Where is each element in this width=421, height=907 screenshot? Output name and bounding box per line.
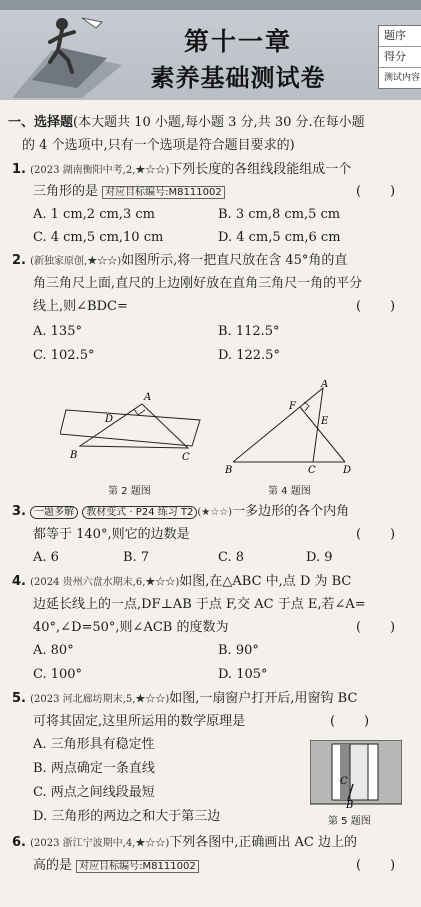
section-intro: (本大题共 10 小题,每小题 3 分,共 30 分.在每小题 bbox=[73, 115, 365, 130]
tag-badge: 一题多解 bbox=[30, 506, 78, 519]
question-6-cont bbox=[33, 856, 199, 877]
page-header bbox=[0, 0, 421, 100]
score-row-label: 题序 bbox=[379, 26, 421, 47]
question-source: (2024 贵州六盘水期末,6,★☆☆) bbox=[30, 577, 180, 588]
point-label: D bbox=[105, 414, 114, 425]
answer-blank[interactable]: ( ) bbox=[356, 184, 396, 199]
point-label: E bbox=[321, 416, 329, 427]
point-label: C bbox=[182, 452, 190, 463]
point-label: A bbox=[144, 392, 152, 403]
option-a[interactable]: A. 三角形具有稳定性 bbox=[33, 737, 155, 752]
question-5 bbox=[12, 689, 357, 710]
option-d[interactable]: D. 三角形的两边之和大于第三边 bbox=[33, 809, 221, 824]
question-2-cont: 线上,则∠BDC= bbox=[33, 299, 128, 314]
option-b[interactable]: B. 112.5° bbox=[218, 324, 280, 339]
runner-illustration bbox=[12, 10, 122, 98]
option-a[interactable]: A. 80° bbox=[33, 643, 74, 658]
option-d[interactable]: D. 105° bbox=[218, 667, 268, 682]
question-text: 一多边形的各个内角 bbox=[232, 504, 350, 519]
option-d[interactable]: D. 4 cm,5 cm,6 cm bbox=[218, 230, 341, 245]
point-label: B bbox=[346, 800, 354, 808]
point-label: C bbox=[340, 776, 348, 787]
question-text: 三角形的是 bbox=[33, 184, 99, 199]
answer-blank[interactable]: ( ) bbox=[356, 858, 396, 873]
option-c[interactable]: C. 102.5° bbox=[33, 348, 95, 363]
section-title: 一、选择题 bbox=[8, 115, 74, 130]
answer-blank[interactable]: ( ) bbox=[356, 620, 396, 635]
question-text: 如图,在△ABC 中,点 D 为 BC bbox=[179, 574, 352, 589]
option-a[interactable]: A. 1 cm,2 cm,3 cm bbox=[33, 207, 155, 222]
question-number: 4. bbox=[12, 574, 26, 589]
question-number: 6. bbox=[12, 835, 26, 850]
figure-caption: 第 2 题图 bbox=[108, 486, 151, 497]
question-text: 如图所示,将一把直尺放在含 45°角的直 bbox=[121, 253, 348, 268]
option-c[interactable]: C. 两点之间线段最短 bbox=[33, 785, 155, 800]
score-row-label: 得分 bbox=[379, 47, 421, 68]
option-d[interactable]: D. 9 bbox=[306, 550, 333, 565]
point-label: F bbox=[289, 401, 296, 412]
question-3-cont: 都等于 140°,则它的边数是 bbox=[33, 527, 190, 542]
option-d[interactable]: D. 122.5° bbox=[218, 348, 280, 363]
question-1-cont bbox=[33, 182, 225, 203]
question-text: 如图,一扇窗户打开后,用窗钩 BC bbox=[169, 691, 358, 706]
question-4 bbox=[12, 572, 351, 593]
point-label: C bbox=[308, 465, 316, 475]
question-source: (★☆☆) bbox=[197, 507, 233, 518]
option-b[interactable]: B. 3 cm,8 cm,5 cm bbox=[218, 207, 341, 222]
tag-badge: 教材变式 · P24 练习 T2 bbox=[82, 506, 197, 519]
question-number: 2. bbox=[12, 253, 26, 268]
question-number: 3. bbox=[12, 504, 26, 519]
option-b[interactable]: B. 90° bbox=[218, 643, 259, 658]
target-code: 对应目标编号:M8111002 bbox=[102, 186, 225, 199]
question-source: (2023 湖南衡阳中考,2,★☆☆) bbox=[30, 165, 170, 176]
answer-blank[interactable]: ( ) bbox=[330, 714, 370, 729]
option-b[interactable]: B. 7 bbox=[123, 550, 150, 565]
question-2 bbox=[12, 251, 347, 272]
question-source: (2023 浙江宁波期中,4,★☆☆) bbox=[30, 838, 170, 849]
answer-blank[interactable]: ( ) bbox=[356, 527, 396, 542]
question-5-cont: 可将其固定,这里所运用的数学原理是 bbox=[33, 714, 246, 729]
score-table bbox=[378, 25, 421, 89]
point-label: A bbox=[321, 380, 329, 390]
section-intro-cont: 的 4 个选项中,只有一个选项是符合题目要求的) bbox=[22, 138, 295, 153]
point-label: B bbox=[70, 450, 78, 461]
option-c[interactable]: C. 100° bbox=[33, 667, 83, 682]
section-heading-line bbox=[8, 113, 365, 133]
question-source: (新独家原创,★☆☆) bbox=[30, 256, 122, 267]
question-2-cont: 角三角尺上面,直尺的上边刚好放在直角三角尺一角的平分 bbox=[33, 276, 363, 291]
question-1 bbox=[12, 160, 351, 181]
figure-caption: 第 4 题图 bbox=[268, 486, 311, 497]
option-a[interactable]: A. 135° bbox=[33, 324, 82, 339]
question-6 bbox=[12, 833, 357, 854]
figure-4-diagram bbox=[225, 380, 360, 475]
answer-blank[interactable]: ( ) bbox=[356, 299, 396, 314]
point-label: D bbox=[343, 465, 352, 475]
question-3 bbox=[12, 502, 349, 523]
option-c[interactable]: C. 4 cm,5 cm,10 cm bbox=[33, 230, 164, 245]
option-c[interactable]: C. 8 bbox=[218, 550, 245, 565]
figure-caption: 第 5 题图 bbox=[328, 816, 371, 827]
header-stripe bbox=[0, 0, 421, 10]
question-number: 5. bbox=[12, 691, 26, 706]
target-code: 对应目标编号:M8111002 bbox=[76, 860, 199, 873]
question-4-cont: 边延长线上的一点,DF⊥AB 于点 F,交 AC 于点 E,若∠A= bbox=[33, 597, 366, 612]
figure-2-diagram bbox=[60, 388, 210, 466]
question-source: (2023 河北廊坊期末,5,★☆☆) bbox=[30, 694, 170, 705]
figure-5-window bbox=[310, 740, 402, 808]
option-a[interactable]: A. 6 bbox=[33, 550, 59, 565]
question-text: 高的是 bbox=[33, 858, 73, 873]
point-label: B bbox=[225, 465, 233, 475]
test-subtitle: 素养基础测试卷 bbox=[150, 64, 326, 92]
question-4-cont: 40°,∠D=50°,则∠ACB 的度数为 bbox=[33, 620, 229, 635]
question-text: 下列长度的各组线段能组成一个 bbox=[169, 162, 352, 177]
option-b[interactable]: B. 两点确定一条直线 bbox=[33, 761, 155, 776]
question-number: 1. bbox=[12, 162, 26, 177]
chapter-title: 第十一章 bbox=[183, 27, 292, 56]
question-text: 下列各图中,正确画出 AC 边上的 bbox=[169, 835, 358, 850]
score-row-label: 测试内容 bbox=[384, 73, 421, 83]
